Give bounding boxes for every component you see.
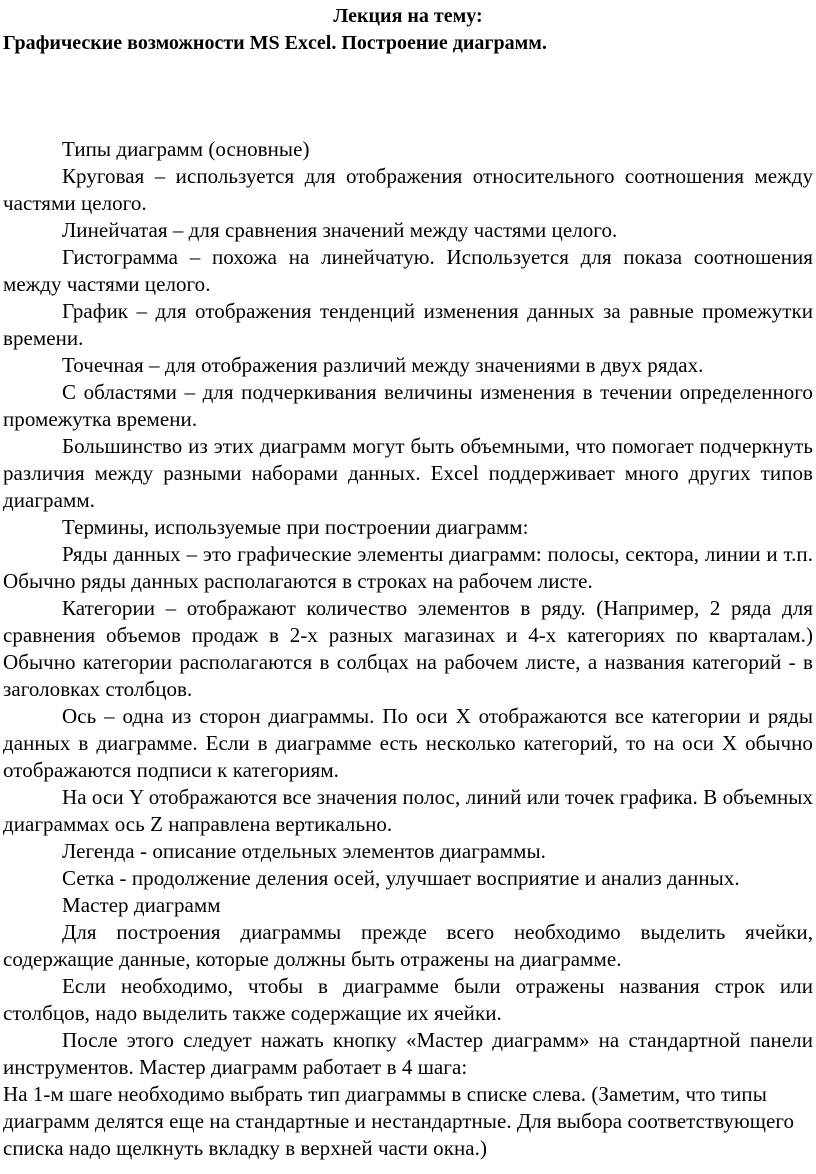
paragraph-pie: Круговая – используется для отображения относительного соотношения между частями целого. bbox=[3, 164, 813, 215]
paragraph-histogram: Гистограмма – похожа на линейчатую. Используется для показа соотношения между частями целого. bbox=[3, 245, 813, 296]
paragraph-step-1: На 1-м шаге необходимо выбрать тип диаграммы в списке слева. (Заметим, что типы диаграмм делятся еще на стандартные и нестандартные. Для выбора соответствующего списка надо щелкнуть вкладку в верхней части окна.) bbox=[3, 1082, 795, 1160]
paragraph-select-headers: Если необходимо, чтобы в диаграмме были отражены названия строк или столбцов, надо выделить также содержащие их ячейки. bbox=[3, 974, 813, 1025]
title-line-2: Графические возможности MS Excel. Построение диаграмм. bbox=[3, 32, 547, 54]
paragraph-3d: Большинство из этих диаграмм могут быть объемными, что помогает подчеркнуть различия между разными наборами данных. Excel поддерживает много других типов диаграмм. bbox=[3, 434, 813, 512]
paragraph-chart-wizard: Мастер диаграмм bbox=[62, 893, 221, 917]
paragraph-data-series: Ряды данных – это графические элементы диаграмм: полосы, сектора, линии и т.п. Обычно ряды данных располагаются в строках на рабочем листе. bbox=[3, 542, 813, 593]
paragraph-line: График – для отображения тенденций изменения данных за равные промежутки времени. bbox=[3, 299, 813, 350]
title-line-1: Лекция на тему: bbox=[333, 5, 483, 27]
paragraph-terms: Термины, используемые при построении диаграмм: bbox=[62, 515, 529, 539]
paragraph-y-axis: На оси Y отображаются все значения полос, линий или точек графика. В объемных диаграммах ось Z направлена вертикально. bbox=[3, 785, 813, 836]
paragraph-select-cells: Для построения диаграммы прежде всего необходимо выделить ячейки, содержащие данные, которые должны быть отражены на диаграмме. bbox=[3, 920, 813, 971]
paragraph-area: С областями – для подчеркивания величины изменения в течении определенного промежутка времени. bbox=[3, 380, 813, 431]
paragraph-legend: Легенда - описание отдельных элементов диаграммы. bbox=[62, 839, 546, 863]
paragraph-axis: Ось – одна из сторон диаграммы. По оси X отображаются все категории и ряды данных в диаграмме. Если в диаграмме есть несколько категорий, то на оси X обычно отображаются подписи к категориям. bbox=[3, 704, 813, 782]
paragraph-press-button: После этого следует нажать кнопку «Мастер диаграмм» на стандартной панели инструментов. Мастер диаграмм работает в 4 шага: bbox=[3, 1028, 813, 1079]
paragraph-grid: Сетка - продолжение деления осей, улучшает восприятие и анализ данных. bbox=[62, 866, 740, 890]
paragraph-scatter: Точечная – для отображения различий между значениями в двух рядах. bbox=[62, 353, 704, 377]
paragraph-chart-types: Типы диаграмм (основные) bbox=[62, 137, 310, 161]
document-body bbox=[3, 136, 813, 1162]
paragraph-bar: Линейчатая – для сравнения значений между частями целого. bbox=[62, 218, 618, 242]
paragraph-categories: Категории – отображают количество элементов в ряду. (Например, 2 ряда для сравнения объемов продаж в 2-х разных магазинах и 4-х категориях по кварталам.) Обычно категории располагаются в солбцах на рабочем листе, а названия категорий - в заголовках столбцов. bbox=[3, 596, 813, 701]
